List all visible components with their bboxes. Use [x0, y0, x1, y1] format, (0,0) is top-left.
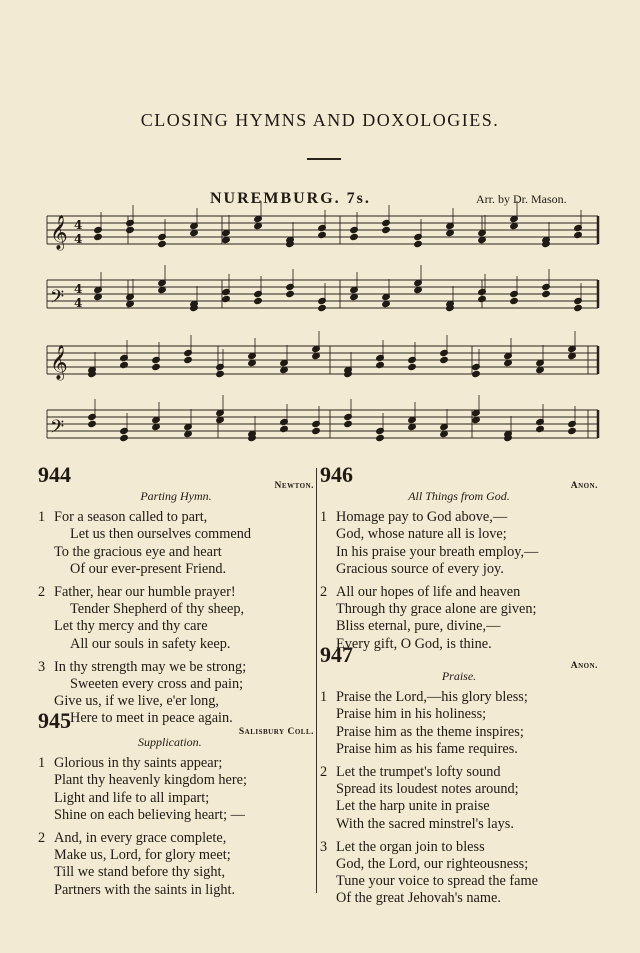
hymn-number: 947	[320, 642, 353, 667]
column-divider	[316, 468, 317, 893]
hymn-title: Praise.	[441, 669, 477, 683]
tune-arranger: Arr. by Dr. Mason.	[476, 192, 567, 206]
hymn-number: 946	[320, 462, 353, 487]
stanza: 3 Let the organ join to bless God, the Lord, our righteousness; Tune your voice to spread the fame Of the great Jehovah's name.	[320, 838, 538, 907]
svg-text:𝄢: 𝄢	[50, 417, 65, 442]
hymn-number: 944	[38, 462, 71, 487]
hymn-title: Supplication.	[138, 735, 202, 749]
section-title: CLOSING HYMNS AND DOXOLOGIES.	[140, 110, 500, 130]
hymn-945	[38, 708, 314, 905]
svg-text:𝄞: 𝄞	[50, 345, 68, 380]
hymn-944	[38, 462, 314, 734]
hymn-composer: Anon.	[570, 661, 598, 671]
music-score	[0, 0, 640, 460]
svg-text:𝄢: 𝄢	[50, 287, 65, 312]
hymn-number: 945	[38, 708, 71, 733]
hymn-composer: Salisbury Coll.	[238, 727, 314, 737]
hymn-composer: Newton.	[274, 481, 314, 491]
hymn-title: Parting Hymn.	[140, 489, 212, 503]
stanza: 3 In thy strength may we be strong; Sweeten every cross and pain; Give us, if we live, e'er long, Here to meet in peace again.	[38, 658, 247, 727]
hymn-title: All Things from God.	[408, 489, 510, 503]
stanza: 1 Praise the Lord,—his glory bless; Praise him in his holiness; Praise him as the theme inspires; Praise him as his fame requires.	[320, 689, 528, 757]
stanza: 2 Let the trumpet's lofty sound Spread its loudest notes around; Let the harp unite in praise With the sacred minstrel's lays.	[320, 764, 519, 832]
stanza: 1 For a season called to part, Let us then ourselves commend To the gracious eye and heart Of our ever-present Friend.	[38, 509, 252, 577]
stanza: 2 All our hopes of life and heaven Through thy grace alone are given; Bliss eternal, pure, divine,— Every gift, O God, is thine.	[320, 584, 537, 652]
hymn-946	[320, 462, 598, 659]
svg-text:4: 4	[74, 232, 83, 246]
tune-name: NUREMBURG. 7s.	[210, 190, 371, 207]
stanza: 1 Homage pay to God above,— God, whose nature all is love; In his praise your breath employ,— Gracious source of every joy.	[320, 509, 539, 577]
svg-text:4: 4	[74, 218, 83, 232]
svg-text:𝄞: 𝄞	[50, 215, 68, 250]
svg-text:4: 4	[74, 296, 83, 310]
hymn-composer: Anon.	[570, 481, 598, 491]
stanza: 1 Glorious in thy saints appear; Plant thy heavenly kingdom here; Light and life to all impart; Shine on each believing heart; —	[38, 755, 247, 823]
stanza: 2 And, in every grace complete, Make us, Lord, for glory meet; Till we stand before thy sight, Partners with the saints in light.	[38, 830, 236, 898]
svg-text:4: 4	[74, 282, 83, 296]
hymn-947	[320, 642, 598, 914]
stanza: 2 Father, hear our humble prayer! Tender Shepherd of thy sheep, Let thy mercy and thy care All our souls in safety keep.	[38, 584, 245, 652]
